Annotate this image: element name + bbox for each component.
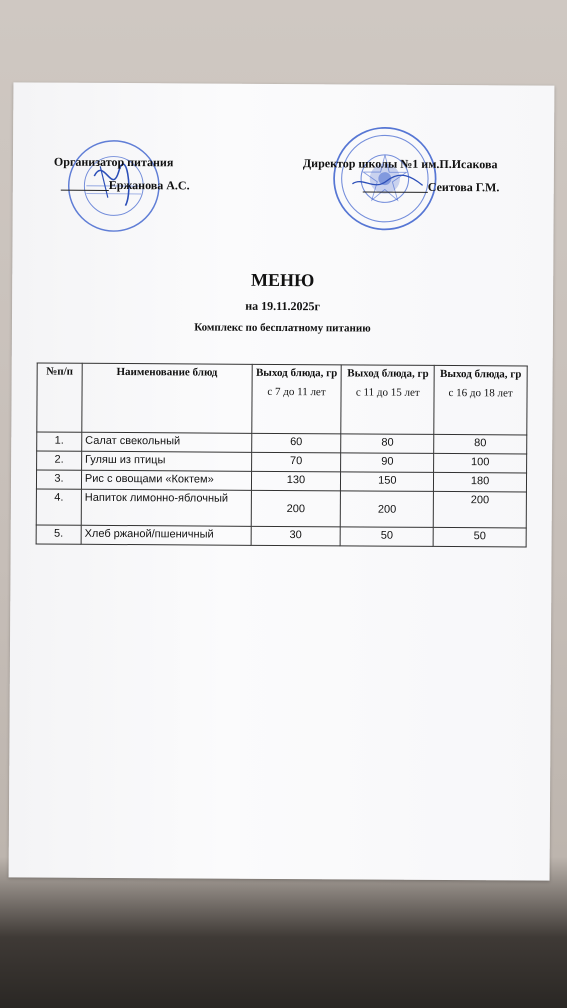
yield-7-11: 70	[251, 452, 341, 472]
row-number: 1.	[37, 432, 82, 451]
yield-7-11: 60	[251, 433, 341, 453]
dish-name: Рис с овощами «Коктем»	[81, 470, 251, 490]
page-title: МЕНЮ	[251, 269, 315, 291]
table-header-row	[37, 363, 527, 435]
header-dish-name: Наименование блюд	[82, 363, 252, 433]
yield-11-15: 80	[341, 434, 434, 454]
menu-table	[36, 363, 528, 548]
organizer-name: Ержанова А.С.	[108, 177, 190, 193]
header-yield-16-18: Выход блюда, гр с 16 до 18 лет	[434, 365, 527, 435]
dish-name: Салат свекольный	[82, 432, 252, 452]
header-number: №п/п	[37, 363, 82, 432]
yield-16-18: 100	[434, 453, 527, 473]
yield-16-18: 180	[434, 472, 527, 492]
table-row	[36, 489, 526, 528]
yield-16-18: 80	[434, 434, 527, 454]
dish-name: Хлеб ржаной/пшеничный	[81, 525, 251, 545]
row-number: 5.	[36, 525, 81, 544]
yield-11-15: 90	[341, 453, 434, 473]
yield-11-15: 50	[340, 527, 433, 547]
yield-7-11: 30	[251, 526, 341, 546]
dish-name: Напиток лимонно-яблочный	[81, 489, 251, 526]
row-number: 3.	[36, 470, 81, 489]
director-title: Директор школы №1 им.П.Исакова	[302, 156, 498, 172]
organizer-title: Организатор питания	[53, 154, 174, 170]
header-yield-11-15: Выход блюда, гр с 11 до 15 лет	[341, 365, 434, 435]
row-number: 4.	[36, 489, 81, 525]
yield-16-18: 200	[433, 491, 526, 528]
table-row	[36, 525, 526, 547]
header-yield-7-11: Выход блюда, гр с 7 до 11 лет	[251, 364, 341, 434]
document-page	[9, 82, 555, 880]
yield-11-15: 150	[341, 472, 434, 492]
menu-subtitle: Комплекс по бесплатному питанию	[194, 321, 371, 335]
dish-name: Гуляш из птицы	[81, 451, 251, 471]
row-number: 2.	[37, 451, 82, 470]
school-seal-icon	[331, 124, 440, 233]
menu-date: на 19.11.2025г	[245, 298, 320, 314]
yield-7-11: 200	[251, 490, 341, 527]
director-name: Сеитова Г.М.	[427, 179, 500, 195]
yield-7-11: 130	[251, 471, 341, 491]
yield-16-18: 50	[433, 527, 526, 547]
yield-11-15: 200	[341, 491, 434, 528]
